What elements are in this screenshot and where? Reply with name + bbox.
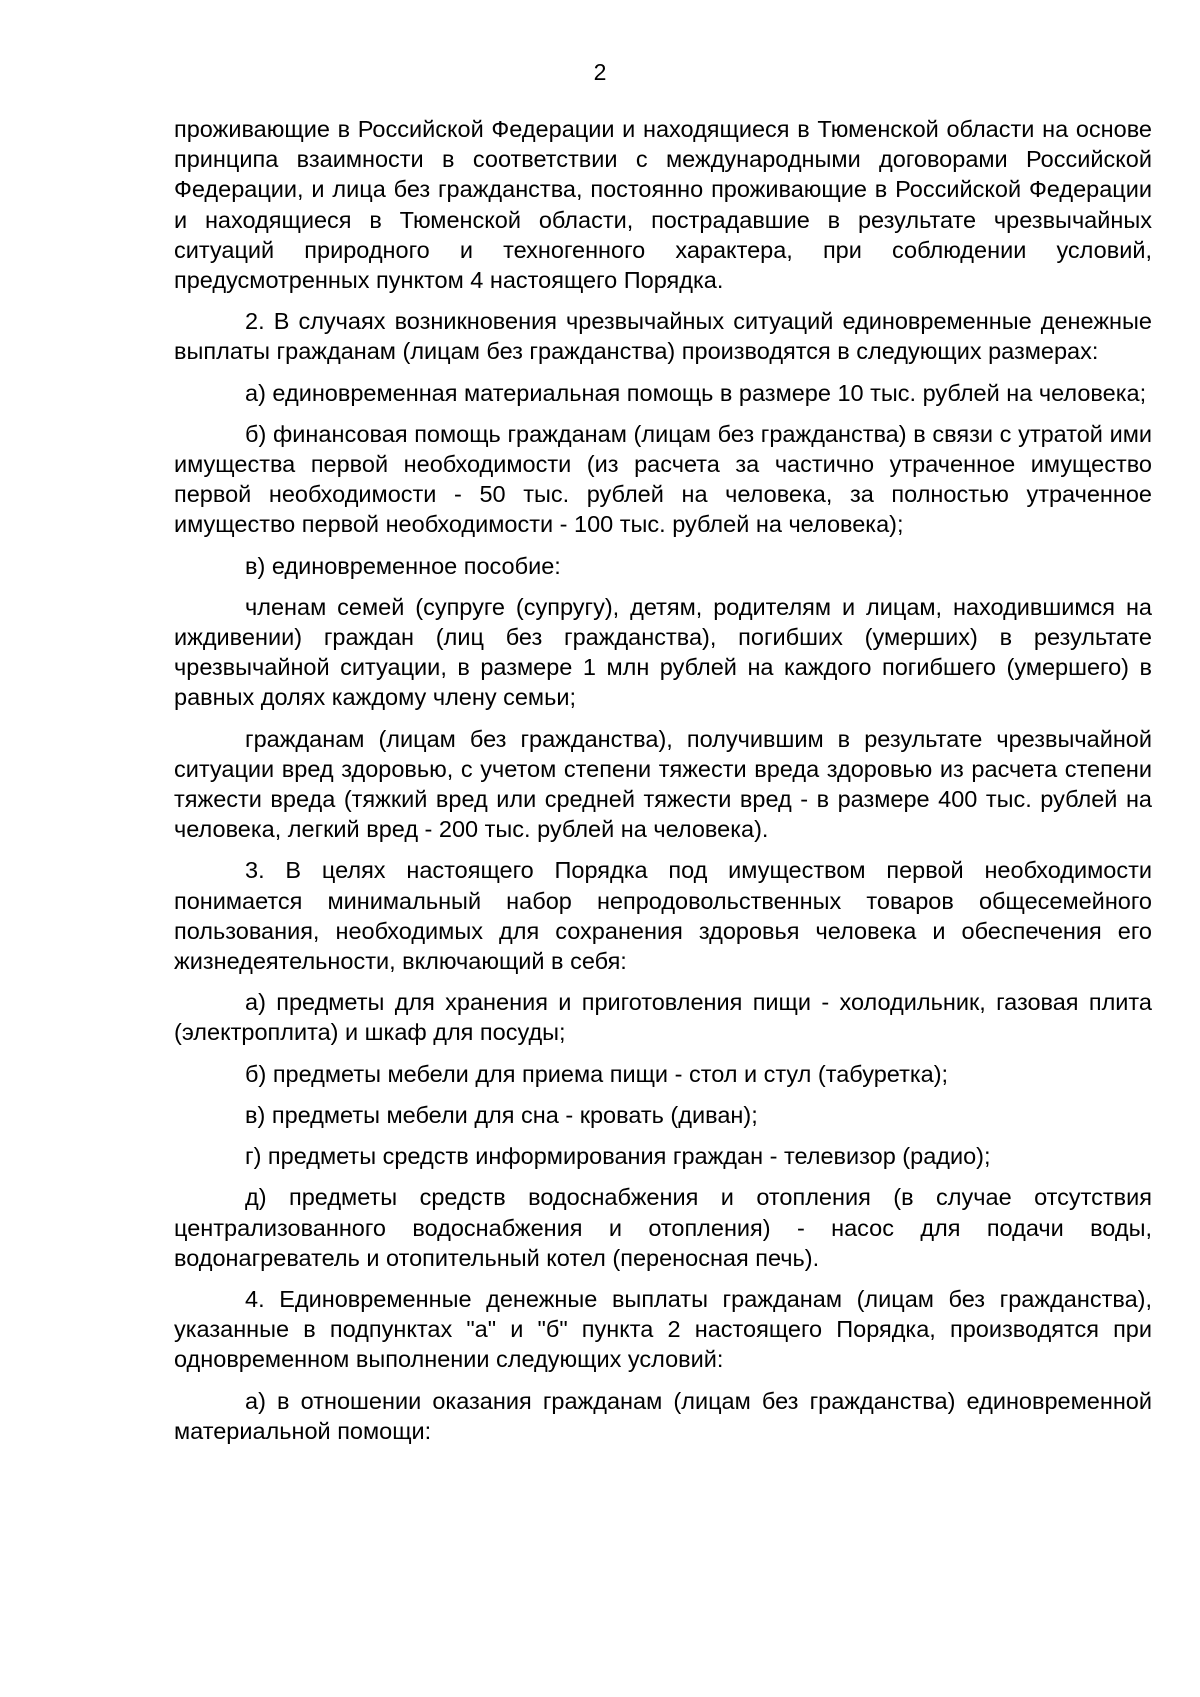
paragraph-item-2v-health: гражданам (лицам без гражданства), получившим в результате чрезвычайной ситуации вред здоровью, с учетом степени тяжести вреда здоровью из расчета степени тяжести вреда (тяжкий вред или средней тяжести вред - в размере 400 тыс. рублей на человека, легкий вред - 200 тыс. рублей на человека). (174, 725, 1152, 843)
paragraph-item-2v: в) единовременное пособие: (245, 552, 561, 579)
paragraph-item-4: 4. Единовременные денежные выплаты гражданам (лицам без гражданства), указанные в подпунктах "а" и "б" пункта 2 настоящего Порядка, производятся при одновременном выполнении следующих условий: (174, 1285, 1152, 1373)
page-number: 2 (593, 59, 607, 85)
document-body (174, 114, 1152, 1457)
paragraph-continuation: проживающие в Российской Федерации и находящиеся в Тюменской области на основе принципа взаимности в соответствии с международными договорами Российской Федерации, и лица без гражданства, постоянно проживающие в Российской Федерации и находящиеся в Тюменской области, пострадавшие в результате чрезвычайных ситуаций природного и техногенного характера, при соблюдении условий, предусмотренных пунктом 4 настоящего Порядка. (174, 116, 1152, 294)
paragraph-item-4a: а) в отношении оказания гражданам (лицам без гражданства) единовременной материальной помощи: (174, 1387, 1152, 1444)
paragraph-item-3g: г) предметы средств информирования граждан - телевизор (радио); (245, 1143, 991, 1170)
paragraph-item-2: 2. В случаях возникновения чрезвычайных ситуаций единовременные денежные выплаты гражданам (лицам без гражданства) производятся в следующих размерах: (174, 308, 1152, 365)
paragraph-item-3v: в) предметы мебели для сна - кровать (диван); (245, 1101, 758, 1128)
paragraph-item-3b: б) предметы мебели для приема пищи - стол и стул (табуретка); (245, 1060, 949, 1087)
paragraph-item-2v-family: членам семей (супруге (супругу), детям, родителям и лицам, находившимся на иждивении) граждан (лиц без гражданства), погибших (умерших) в результате чрезвычайной ситуации, в размере 1 млн рублей на каждого погибшего (умершего) в равных долях каждому члену семьи; (174, 593, 1152, 711)
paragraph-item-2b: б) финансовая помощь гражданам (лицам без гражданства) в связи с утратой ими имущества первой необходимости (из расчета за частично утраченное имущество первой необходимости - 50 тыс. рублей на человека, за полностью утраченное имущество первой необходимости - 100 тыс. рублей на человека); (174, 420, 1152, 538)
paragraph-item-3: 3. В целях настоящего Порядка под имуществом первой необходимости понимается минимальный набор непродовольственных товаров общесемейного пользования, необходимых для сохранения здоровья человека и обеспечения его жизнедеятельности, включающий в себя: (174, 857, 1152, 975)
paragraph-item-3d: д) предметы средств водоснабжения и отопления (в случае отсутствия централизованного водоснабжения и отопления) - насос для подачи воды, водонагреватель и отопительный котел (переносная печь). (174, 1184, 1152, 1271)
paragraph-item-3a: а) предметы для хранения и приготовления пищи - холодильник, газовая плита (электроплита) и шкаф для посуды; (174, 989, 1152, 1046)
paragraph-item-2a: а) единовременная материальная помощь в размере 10 тыс. рублей на человека; (245, 379, 1147, 406)
